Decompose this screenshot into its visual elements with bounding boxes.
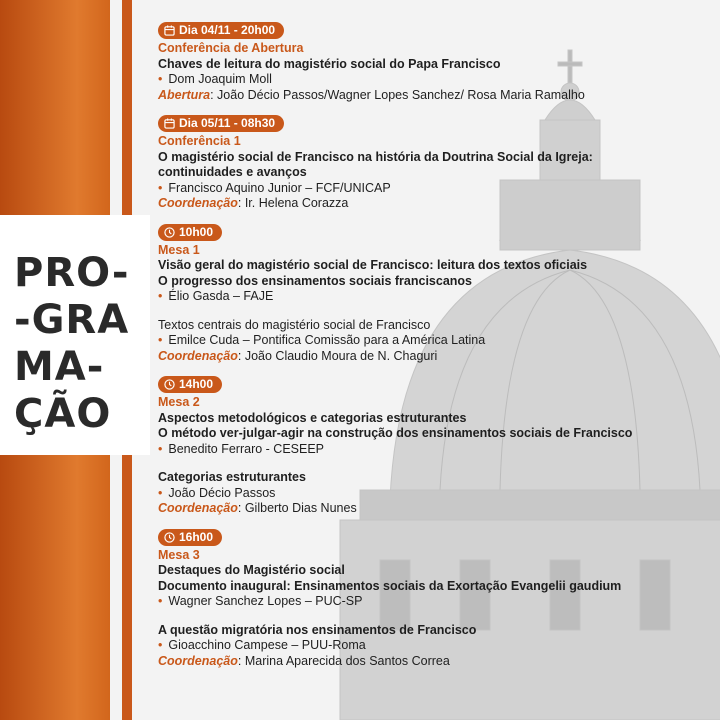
coordination-line bbox=[158, 196, 713, 212]
time-badge-text: 16h00 bbox=[179, 529, 214, 544]
speaker: • Dom Joaquim Moll bbox=[158, 72, 713, 88]
spacer bbox=[158, 457, 713, 470]
session-topic: Textos centrais do magistério social de Francisco bbox=[158, 317, 431, 332]
coordination-line bbox=[158, 654, 713, 670]
session-topic: O método ver-julgar-agir na construção dos ensinamentos sociais de Francisco bbox=[158, 426, 633, 440]
session-label: Mesa 2 bbox=[158, 395, 200, 409]
session-label: Conferência 1 bbox=[158, 134, 241, 148]
speaker: • João Décio Passos bbox=[158, 486, 713, 502]
date-badge-text: Dia 04/11 - 20h00 bbox=[179, 23, 276, 37]
date-badge bbox=[158, 115, 284, 132]
coordination-label: Coordenação bbox=[158, 348, 238, 363]
spacer bbox=[158, 610, 713, 623]
coordination-value: : Marina Aparecida dos Santos Correa bbox=[237, 653, 450, 668]
time-badge bbox=[158, 224, 222, 241]
coordination-value: : João Décio Passos/Wagner Lopes Sanchez/ Rosa Maria Ramalho bbox=[210, 87, 585, 102]
speaker: • Gioacchino Campese – PUU-Roma bbox=[158, 638, 713, 654]
coordination-label: Abertura bbox=[158, 87, 211, 102]
date-badge bbox=[158, 22, 284, 39]
speaker: • Benedito Ferraro - CESEEP bbox=[158, 442, 713, 458]
clock-icon bbox=[164, 379, 175, 390]
clock-icon bbox=[164, 227, 175, 238]
session-topic: A questão migratória nos ensinamentos de Francisco bbox=[158, 622, 477, 637]
coordination-line bbox=[158, 349, 713, 365]
session-block bbox=[158, 376, 713, 517]
session-topic: Categorias estruturantes bbox=[158, 470, 306, 484]
session-topic: O progresso dos ensinamentos sociais franciscanos bbox=[158, 273, 472, 288]
coordination-value: : Ir. Helena Corazza bbox=[237, 196, 349, 210]
title-line: PRO- bbox=[14, 250, 130, 296]
session-block bbox=[158, 22, 713, 103]
time-badge bbox=[158, 376, 222, 393]
session-topic: O magistério social de Francisco na história da Doutrina Social da Igreja: bbox=[158, 149, 593, 164]
session-topic: Destaques do Magistério social bbox=[158, 563, 345, 577]
session-block bbox=[158, 115, 713, 212]
coordination-label: Coordenação bbox=[158, 653, 238, 668]
spacer bbox=[158, 305, 713, 318]
coordination-label: Coordenação bbox=[158, 196, 238, 210]
clock-icon bbox=[164, 532, 175, 543]
session-block bbox=[158, 224, 713, 365]
session-label: Mesa 3 bbox=[158, 547, 200, 562]
coordination-value: : Gilberto Dias Nunes bbox=[237, 501, 357, 515]
speaker: • Élio Gasda – FAJE bbox=[158, 289, 713, 305]
session-label: Mesa 1 bbox=[158, 242, 200, 257]
session-topic: Documento inaugural: Ensinamentos sociais da Exortação Evangelii gaudium bbox=[158, 578, 622, 593]
title-line: -GRA bbox=[14, 297, 130, 343]
time-badge bbox=[158, 529, 222, 546]
speaker: • Francisco Aquino Junior – FCF/UNICAP bbox=[158, 181, 713, 197]
title-line: MA- bbox=[14, 344, 105, 390]
session-topic: Visão geral do magistério social de Francisco: leitura dos textos oficiais bbox=[158, 258, 588, 272]
speaker: • Emilce Cuda – Pontifica Comissão para a América Latina bbox=[158, 333, 713, 349]
calendar-icon bbox=[164, 25, 175, 36]
session-block bbox=[158, 529, 713, 670]
speaker: • Wagner Sanchez Lopes – PUC-SP bbox=[158, 594, 713, 610]
schedule bbox=[158, 22, 713, 679]
date-badge-text: Dia 05/11 - 08h30 bbox=[179, 116, 276, 130]
time-badge-text: 14h00 bbox=[179, 377, 214, 391]
title-line: ÇÃO bbox=[14, 391, 112, 437]
coordination-line bbox=[158, 88, 713, 104]
page-title bbox=[14, 250, 129, 438]
calendar-icon bbox=[164, 118, 175, 129]
coordination-value: : João Claudio Moura de N. Chaguri bbox=[237, 348, 438, 363]
coordination-label: Coordenação bbox=[158, 501, 238, 515]
session-label: Conferência de Abertura bbox=[158, 41, 304, 55]
session-topic: Aspectos metodológicos e categorias estruturantes bbox=[158, 410, 467, 425]
session-topic: Chaves de leitura do magistério social do Papa Francisco bbox=[158, 56, 501, 71]
coordination-line bbox=[158, 501, 713, 517]
time-badge-text: 10h00 bbox=[179, 224, 214, 239]
session-topic: continuidades e avanços bbox=[158, 165, 307, 179]
